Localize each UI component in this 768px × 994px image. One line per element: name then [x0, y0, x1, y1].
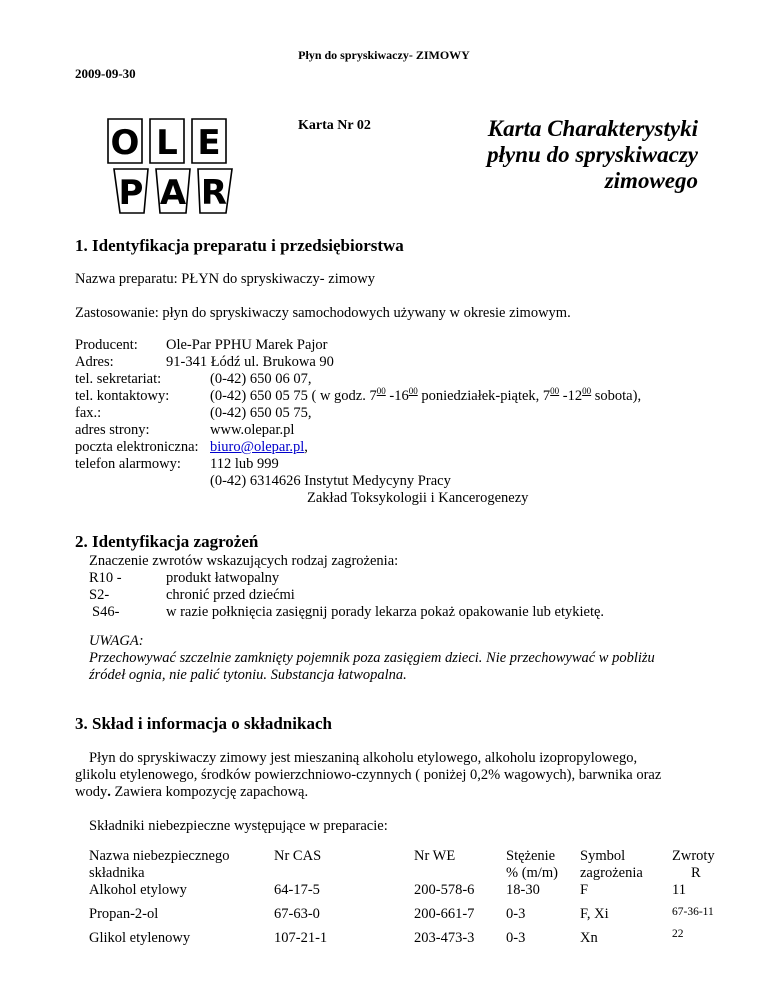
phrase-code-s2: S2- — [89, 587, 110, 603]
document-title-line1: Karta Charakterystyki — [487, 116, 698, 141]
address-value: 91-341 Łódź ul. Brukowa 90 — [166, 354, 334, 370]
header-product-title: Płyn do spryskiwaczy- ZIMOWY — [298, 48, 470, 62]
card-number: Karta Nr 02 — [298, 118, 371, 133]
row-3-conc: 0-3 — [506, 930, 526, 946]
col-header-name-2: składnika — [89, 865, 145, 881]
phrase-text-s46: w razie połknięcia zasięgnij porady lekarza pokaż opakowanie lub etykietę. — [166, 604, 605, 620]
row-3-we: 203-473-3 — [414, 930, 475, 946]
section-3-heading: 3. Skład i informacja o składnikach — [75, 714, 332, 733]
row-2-name: Propan-2-ol — [89, 906, 159, 922]
row-3-cas: 107-21-1 — [274, 930, 328, 946]
email-value: biuro@olepar.pl, — [210, 439, 308, 455]
composition-line-3: wody. Zawiera kompozycję zapachową. — [75, 784, 309, 800]
alarm-phone-value: 112 lub 999 — [210, 456, 279, 472]
document-title-line3: zimowego — [604, 168, 698, 193]
row-2-conc: 0-3 — [506, 906, 526, 922]
row-3-symbol: Xn — [580, 930, 598, 946]
row-3-r: 22 — [672, 928, 684, 940]
email-label: poczta elektroniczna: — [75, 439, 199, 455]
col-header-symbol-1: Symbol — [580, 848, 626, 864]
producer-value: Ole-Par PPHU Marek Pajor — [166, 337, 328, 353]
logo-letter-r: R — [200, 173, 228, 213]
row-1-conc: 18-30 — [506, 882, 540, 898]
warning-line-2: źródeł ognia, nie palić tytoniu. Substancja łatwopalna. — [89, 667, 407, 683]
section-2-heading: 2. Identyfikacja zagrożeń — [75, 532, 259, 551]
phrase-text-s2: chronić przed dziećmi — [166, 587, 295, 603]
product-name-line: Nazwa preparatu: PŁYN do spryskiwaczy- zimowy — [75, 271, 375, 287]
row-1-symbol: F — [580, 882, 589, 898]
col-header-cas: Nr CAS — [274, 848, 322, 864]
hazard-intro: Znaczenie zwrotów wskazujących rodzaj zagrożenia: — [89, 553, 399, 569]
phrase-text-r10: produkt łatwopalny — [166, 570, 280, 586]
row-2-cas: 67-63-0 — [274, 906, 320, 922]
department-line: Zakład Toksykologii i Kancerogenezy — [307, 490, 529, 506]
address-label: Adres: — [75, 354, 114, 370]
logo-letter-l: L — [156, 123, 178, 163]
row-1-cas: 64-17-5 — [274, 882, 320, 898]
fax-value: (0-42) 650 05 75, — [210, 405, 312, 421]
phrase-code-s46: S46- — [92, 604, 120, 620]
row-1-name: Alkohol etylowy — [89, 882, 187, 898]
section-1-heading: 1. Identyfikacja preparatu i przedsiębiorstwa — [75, 236, 404, 255]
composition-line-2: glikolu etylenowego, środków powierzchniowo-czynnych ( poniżej 0,2% wagowych), barwnika oraz — [75, 767, 662, 783]
alarm-phone-label: telefon alarmowy: — [75, 456, 181, 472]
row-2-symbol: F, Xi — [580, 906, 609, 922]
table-intro: Składniki niebezpieczne występujące w preparacie: — [89, 818, 388, 834]
document-date: 2009-09-30 — [75, 66, 136, 81]
row-1-we: 200-578-6 — [414, 882, 475, 898]
document-title — [430, 116, 698, 194]
secretary-phone-label: tel. sekretariat: — [75, 371, 162, 387]
contact-phone-value: (0-42) 650 05 75 ( w godz. $7^{00}$ $-16^{00}$ poniedziałek-piątek, $7^{00}$ $-12^{00}$ sobota), — [210, 386, 642, 404]
secretary-phone-value: (0-42) 650 06 07, — [210, 371, 312, 387]
logo-letter-a: A — [159, 173, 187, 213]
warning-line-1: Przechowywać szczelnie zamknięty pojemnik poza zasięgiem dzieci. Nie przechowywać w pobliżu — [89, 650, 655, 666]
document-title-line2: płynu do spryskiwaczy — [487, 142, 698, 167]
ole-par-logo — [104, 115, 244, 215]
website-label: adres strony: — [75, 422, 150, 438]
phrase-code-r10: R10 - — [89, 570, 122, 586]
row-2-r: 67-36-11 — [672, 906, 714, 918]
institute-line: (0-42) 6314626 Instytut Medycyny Pracy — [210, 473, 451, 489]
warning-title: UWAGA: — [89, 633, 144, 649]
col-header-r-1: Zwroty — [672, 848, 715, 864]
composition-line-1: Płyn do spryskiwaczy zimowy jest mieszaniną alkoholu etylowego, alkoholu izopropylowego, — [89, 750, 638, 766]
row-3-name: Glikol etylenowy — [89, 930, 191, 946]
col-header-symbol-2: zagrożenia — [580, 865, 643, 881]
website-value: www.olepar.pl — [210, 422, 295, 438]
col-header-conc-1: Stężenie — [506, 848, 556, 864]
col-header-conc-2: % (m/m) — [506, 865, 558, 881]
logo-letter-e: E — [197, 123, 221, 163]
logo-letter-o: O — [110, 123, 140, 163]
email-link[interactable]: biuro@olepar.pl — [210, 439, 305, 455]
contact-phone-label: tel. kontaktowy: — [75, 388, 170, 404]
usage-line: Zastosowanie: płyn do spryskiwaczy samochodowych używany w okresie zimowym. — [75, 305, 571, 321]
col-header-r-2: R — [691, 865, 701, 881]
col-header-we: Nr WE — [414, 848, 456, 864]
col-header-name-1: Nazwa niebezpiecznego — [89, 848, 230, 864]
producer-label: Producent: — [75, 337, 138, 353]
row-2-we: 200-661-7 — [414, 906, 475, 922]
logo-letter-p: P — [118, 173, 144, 213]
fax-label: fax.: — [75, 405, 102, 421]
row-1-r: 11 — [672, 882, 686, 898]
